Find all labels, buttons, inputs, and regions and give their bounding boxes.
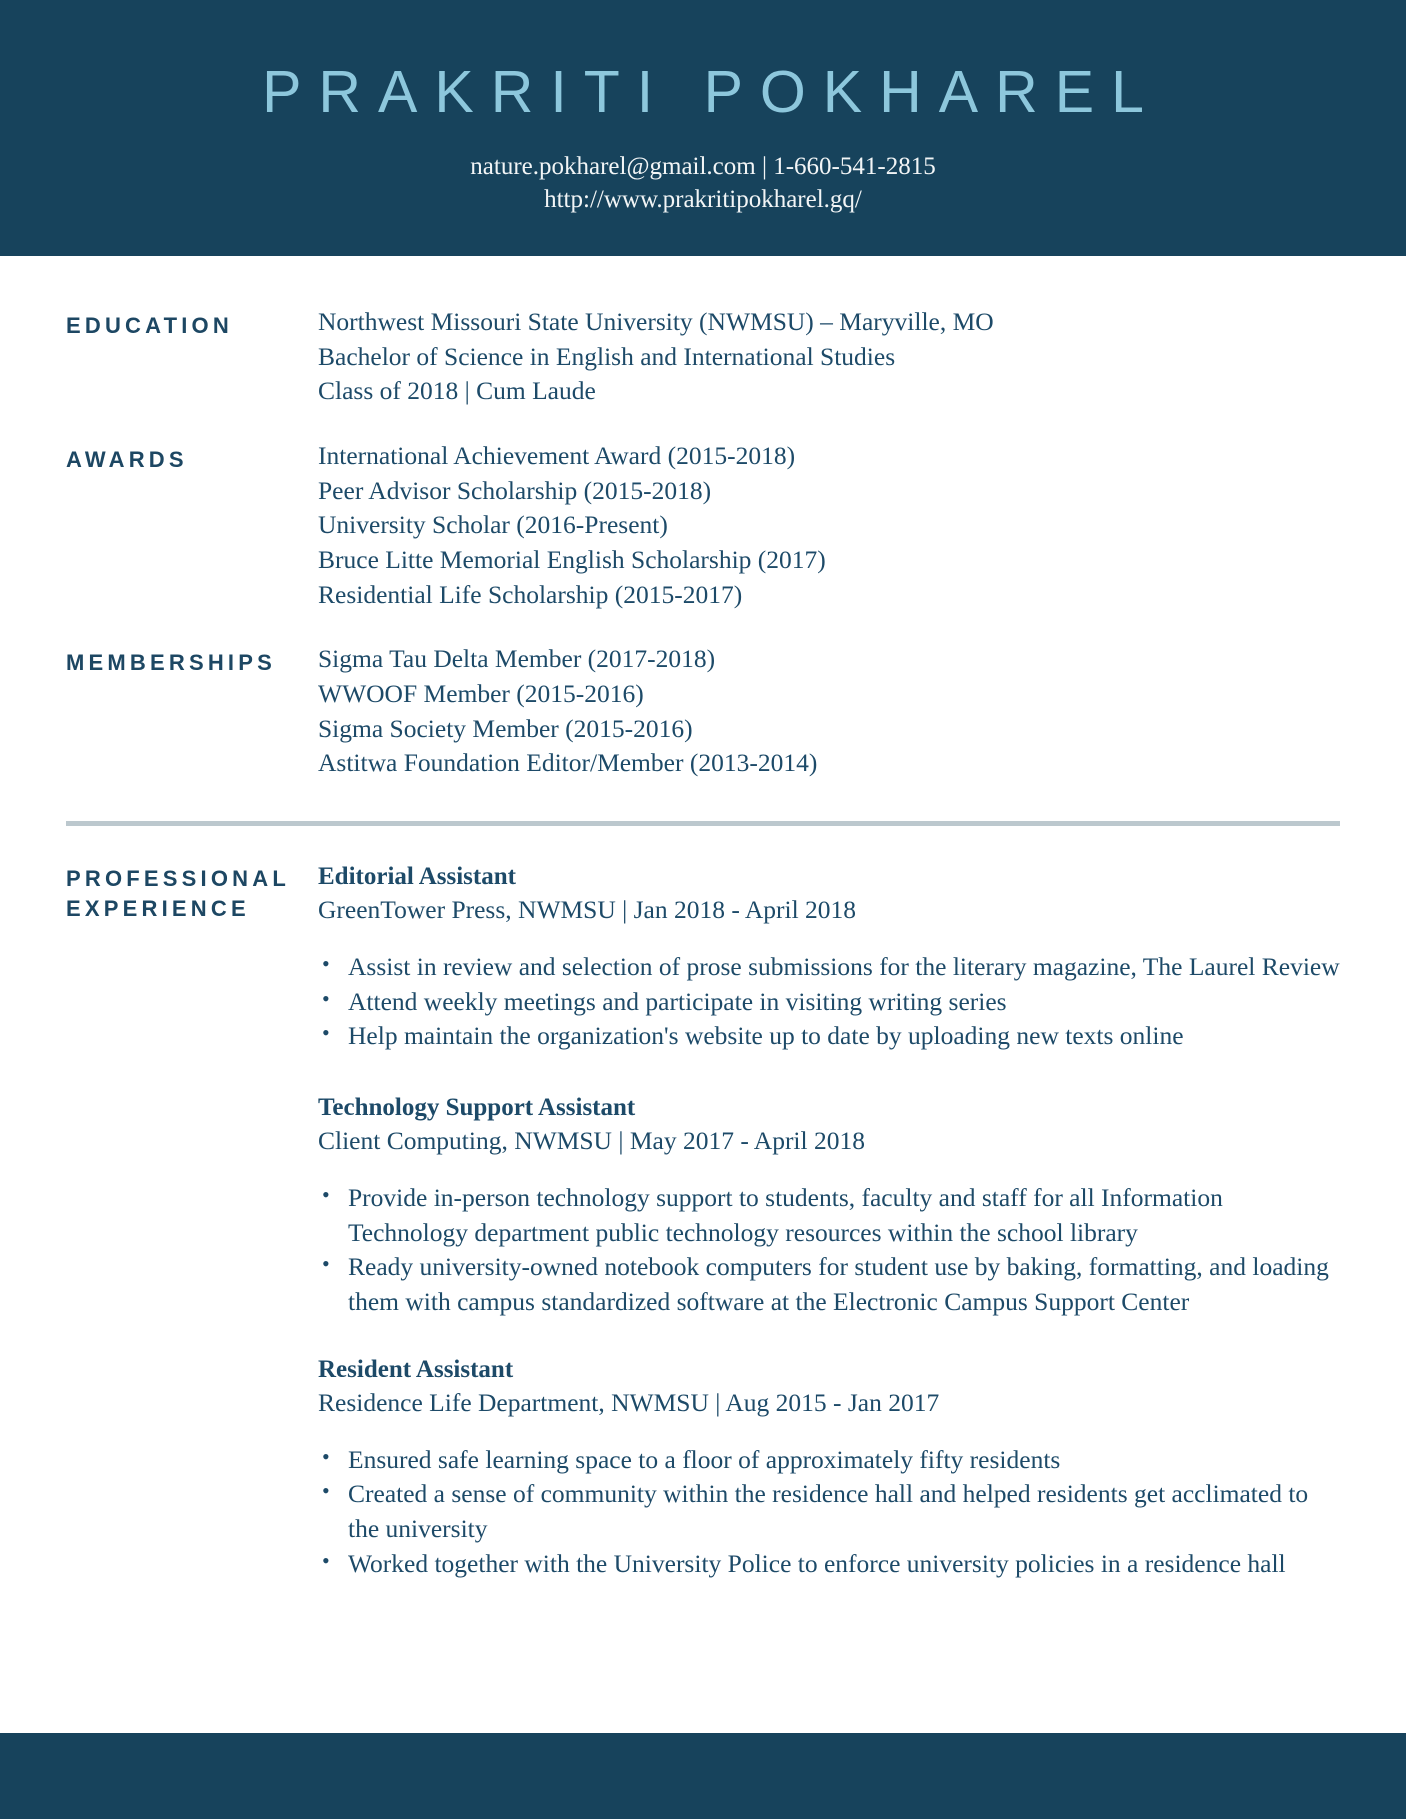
section-heading-awards: AWARDS [66, 447, 188, 473]
section-education [66, 307, 1340, 409]
job-meta: Residence Life Department, NWMSU | Aug 2015 - Jan 2017 [318, 1387, 940, 1417]
job-entry [318, 860, 1340, 1054]
award-item: Bruce Litte Memorial English Scholarship (2017) [318, 545, 826, 575]
job-bullet-list [318, 950, 1340, 1054]
membership-item: Astitwa Foundation Editor/Member (2013-2014) [318, 748, 818, 778]
job-meta: GreenTower Press, NWMSU | Jan 2018 - April 2018 [318, 895, 857, 925]
memberships-label-column [66, 648, 318, 678]
section-heading-education: EDUCATION [66, 313, 233, 338]
membership-item: Sigma Society Member (2015-2016) [318, 713, 693, 743]
job-title: Resident Assistant [318, 1355, 514, 1383]
membership-item: Sigma Tau Delta Member (2017-2018) [318, 644, 716, 674]
job-entry [318, 1353, 1340, 1582]
contact-website: http://www.prakritipokharel.gq/ [544, 185, 862, 213]
section-heading-experience-line1: PROFESSIONAL [66, 866, 290, 892]
award-item: University Scholar (2016-Present) [318, 510, 668, 540]
job-title: Editorial Assistant [318, 863, 516, 891]
page-title: PRAKRITI POKHAREL [262, 59, 1161, 125]
section-divider [66, 821, 1340, 826]
job-bullet: • Worked together with the University Police to enforce university policies in a residence hall [318, 1547, 1340, 1582]
awards-content [318, 439, 1340, 612]
job-meta: Client Computing, NWMSU | May 2017 - April 2018 [318, 1126, 865, 1156]
job-entry [318, 1091, 1340, 1320]
section-memberships [66, 644, 1340, 781]
job-bullet: • Provide in-person technology support to students, faculty and staff for all Information Technology department public technology resources within the school library [318, 1181, 1340, 1250]
job-bullet: • Ensured safe learning space to a floor of approximately fifty residents [318, 1443, 1340, 1478]
education-line: Bachelor of Science in English and International Studies [318, 341, 896, 371]
job-bullet: • Attend weekly meetings and participate in visiting writing series [318, 985, 1340, 1020]
job-bullet: • Created a sense of community within the residence hall and helped residents get acclimated to the university [318, 1477, 1340, 1546]
contact-email-phone: nature.pokharel@gmail.com | 1-660-541-2815 [470, 152, 936, 180]
resume-footer-banner [0, 1733, 1406, 1819]
job-bullet: • Help maintain the organization's website up to date by uploading new texts online [318, 1019, 1340, 1054]
memberships-content [318, 642, 1340, 781]
section-heading-experience-line2: EXPERIENCE [66, 896, 250, 922]
education-label-column [66, 311, 318, 341]
job-bullet-list [318, 1443, 1340, 1582]
awards-label-column [66, 445, 318, 475]
section-heading-memberships: MEMBERSHIPS [66, 650, 276, 676]
education-line: Northwest Missouri State University (NWMSU) – Maryville, MO [318, 307, 994, 336]
award-item: Peer Advisor Scholarship (2015-2018) [318, 475, 712, 505]
experience-label-column [66, 864, 318, 925]
job-bullet: • Assist in review and selection of prose submissions for the literary magazine, The Laurel Review [318, 950, 1340, 985]
experience-content [318, 860, 1340, 1581]
resume-header-banner [0, 0, 1406, 256]
job-bullet: • Ready university-owned notebook computers for student use by baking, formatting, and loading them with campus standardized software at the Electronic Campus Support Center [318, 1250, 1340, 1319]
resume-body [0, 307, 1406, 1581]
job-title: Technology Support Assistant [318, 1094, 636, 1121]
education-content [318, 305, 1340, 409]
section-awards [66, 441, 1340, 612]
job-bullet-list [318, 1181, 1340, 1320]
education-line: Class of 2018 | Cum Laude [318, 376, 596, 406]
award-item: International Achievement Award (2015-2018) [318, 441, 796, 471]
award-item: Residential Life Scholarship (2015-2017) [318, 579, 743, 609]
membership-item: WWOOF Member (2015-2016) [318, 679, 644, 709]
section-professional-experience [66, 864, 1340, 1581]
